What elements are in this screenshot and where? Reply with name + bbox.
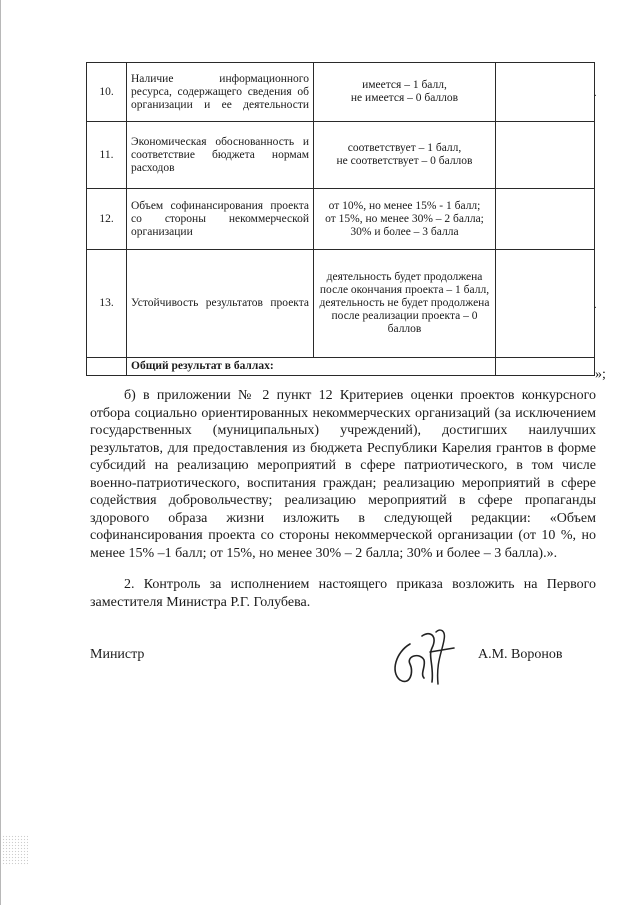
criteria-table — [86, 62, 595, 376]
signer-name: А.М. Воронов — [478, 647, 563, 662]
scoring-cell: деятельность будет продолжена после окончания проекта – 1 балл, деятельность не будет продолжена после реализации проекта – 0 баллов — [314, 250, 496, 358]
total-value-cell — [496, 358, 595, 376]
score-blank-cell — [496, 189, 595, 250]
scoring-cell: от 10%, но менее 15% - 1 балл; от 15%, но менее 30% – 2 балла; 30% и более – 3 балла — [314, 189, 496, 250]
total-row — [87, 358, 595, 376]
scan-noise — [2, 835, 28, 865]
row-number: 11. — [87, 122, 127, 189]
criterion-cell: Экономическая обоснованность и соответствие бюджета нормам расходов — [127, 122, 314, 189]
criterion-cell: Устойчивость результатов проекта — [127, 250, 314, 358]
page-edge — [0, 0, 1, 905]
total-label: Общий результат в баллах: — [127, 358, 496, 376]
signer-position: Министр — [90, 647, 145, 662]
closing-quote: »; — [595, 367, 606, 382]
row-number: 12. — [87, 189, 127, 250]
score-blank-cell — [496, 122, 595, 189]
score-blank-cell — [496, 250, 595, 358]
criterion-cell: Наличие информационного ресурса, содержащего сведения об организации и ее деятельности — [127, 63, 314, 122]
amendment-paragraph: б) в приложении № 2 пункт 12 Критериев оценки проектов конкурсного отбора социально ориентированных некоммерческих организаций (за исключением государственных (муниципальных) учреждений), достигших наилучших результатов, для предоставления из бюджета Республики Карелия грантов в форме субсидий на реализацию мероприятий в сфере патриотического, в том числе военно-патриотического, воспитания граждан; реализацию мероприятий в сфере содействия добровольчеству; реализацию мероприятий в сфере пропаганды здорового образа жизни изложить в следующей редакции: «Объем софинансирования проекта со стороны некоммерческой организации (от 10 %, но менее 15% –1 балл; от 15%, но менее 30% – 2 балла; 30% и более – 3 балла).». — [90, 388, 596, 561]
table-row — [87, 250, 595, 358]
control-paragraph: 2. Контроль за исполнением настоящего приказа возложить на Первого заместителя Министра Р.Г. Голубева. — [90, 577, 596, 610]
scan-mark: · — [593, 302, 597, 314]
table-row — [87, 189, 595, 250]
row-number: 10. — [87, 63, 127, 122]
handwritten-signature — [380, 622, 470, 697]
table-row — [87, 63, 595, 122]
scan-mark: · — [593, 91, 597, 102]
table-row — [87, 122, 595, 189]
scoring-cell: соответствует – 1 балл, не соответствует – 0 баллов — [314, 122, 496, 189]
score-blank-cell — [496, 63, 595, 122]
row-number: 13. — [87, 250, 127, 358]
total-spacer — [87, 358, 127, 376]
criterion-cell: Объем софинансирования проекта со стороны некоммерческой организации — [127, 189, 314, 250]
scoring-cell: имеется – 1 балл, не имеется – 0 баллов — [314, 63, 496, 122]
